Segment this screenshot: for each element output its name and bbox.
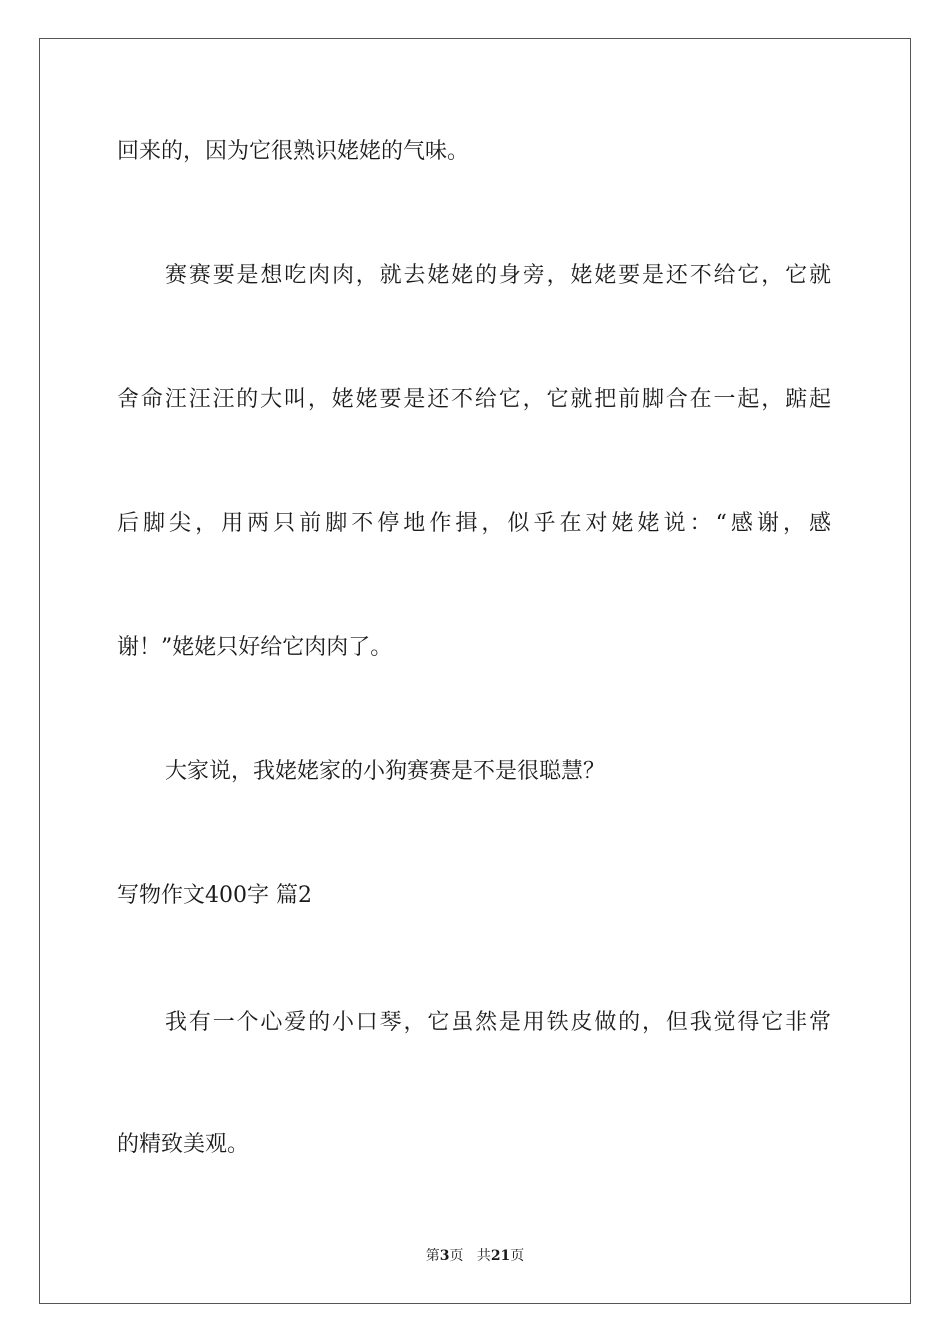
text-line-5: 谢！”姥姥只好给它肉肉了。 xyxy=(117,635,393,660)
text-line-9: 的精致美观。 xyxy=(117,1132,250,1157)
page-footer xyxy=(0,1246,950,1266)
footer-prefix: 第 xyxy=(425,1248,440,1264)
text-line-3: 舍命汪汪汪的大叫，姥姥要是还不给它，它就把前脚合在一起，踮起 xyxy=(117,387,831,412)
footer-total-pages: 21 xyxy=(490,1248,511,1264)
footer-total-suffix: 页 xyxy=(510,1248,525,1264)
footer-total-prefix: 共 xyxy=(476,1248,491,1264)
text-line-4: 后脚尖，用两只前脚不停地作揖，似乎在对姥姥说：“感谢，感 xyxy=(117,511,831,536)
text-line-8: 我有一个心爱的小口琴，它虽然是用铁皮做的，但我觉得它非常 xyxy=(165,1010,831,1035)
text-line-2: 赛赛要是想吃肉肉，就去姥姥的身旁，姥姥要是还不给它，它就 xyxy=(165,263,831,288)
page-border xyxy=(39,38,911,1304)
footer-page-number: 3 xyxy=(439,1248,450,1264)
footer-page-suffix: 页 xyxy=(449,1248,464,1264)
section-heading: 写物作文400字 篇2 xyxy=(117,883,312,908)
text-line-1: 回来的，因为它很熟识姥姥的气味。 xyxy=(117,139,470,164)
text-line-6: 大家说，我姥姥家的小狗赛赛是不是很聪慧？ xyxy=(165,759,606,784)
